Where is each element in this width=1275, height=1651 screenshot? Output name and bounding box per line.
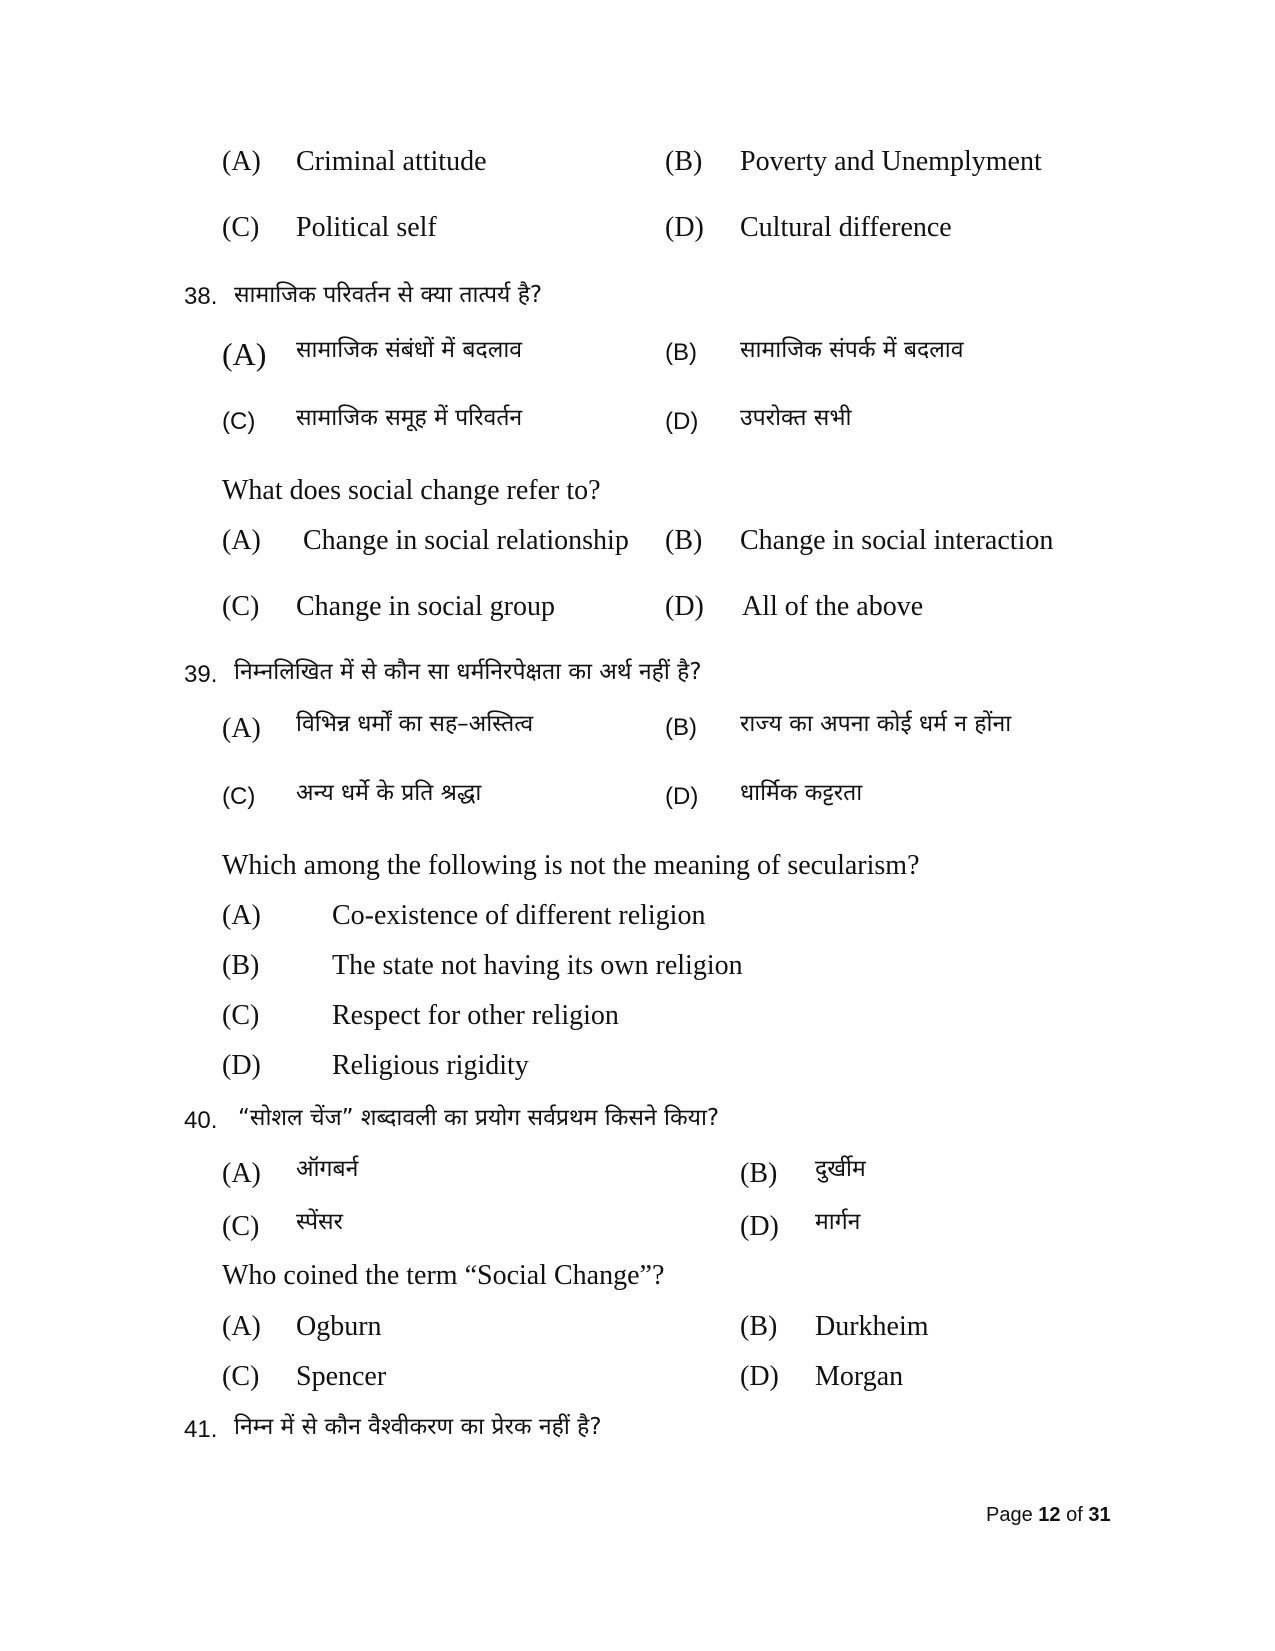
q40-english-option-a-text: Ogburn xyxy=(296,1311,382,1342)
q40-hindi-question: “सोशल चेंज” शब्दावली का प्रयोग सर्वप्रथम किसने किया? xyxy=(238,1105,720,1131)
q37-option-a-text: Criminal attitude xyxy=(296,146,487,177)
q40-english-question: Who coined the term “Social Change”? xyxy=(222,1260,665,1291)
footer-of: of xyxy=(1066,1504,1083,1526)
page-footer xyxy=(986,1505,1111,1525)
q38-english-option-c-text: Change in social group xyxy=(296,591,555,622)
q38-hindi-option-b-text: सामाजिक संपर्क में बदलाव xyxy=(740,337,964,363)
q38-hindi-option-b-label: (B) xyxy=(665,339,697,366)
q40-hindi-option-b-text: दुर्खीम xyxy=(815,1156,866,1182)
q38-english-option-a-label: (A) xyxy=(222,525,261,556)
q37-option-b-label: (B) xyxy=(665,146,703,177)
q37-option-b-text: Poverty and Unemplyment xyxy=(740,146,1042,177)
q37-option-a-label: (A) xyxy=(222,146,261,177)
q38-english-option-a-text: Change in social relationship xyxy=(303,525,629,556)
footer-total-pages: 31 xyxy=(1088,1504,1111,1526)
q38-hindi-option-c-text: सामाजिक समूह में परिवर्तन xyxy=(296,405,523,431)
q40-english-option-d-label: (D) xyxy=(740,1361,779,1392)
q38-english-option-b-text: Change in social interaction xyxy=(740,525,1054,556)
q39-hindi-option-a-text: विभिन्न धर्मों का सह–अस्तित्व xyxy=(296,711,534,737)
q39-hindi-option-b-label: (B) xyxy=(665,714,697,741)
q37-option-d-label: (D) xyxy=(665,212,704,243)
q38-english-option-b-label: (B) xyxy=(665,525,703,556)
q38-english-question: What does social change refer to? xyxy=(222,475,601,506)
q40-hindi-option-c-label: (C) xyxy=(222,1211,260,1242)
q39-english-option-c-label: (C) xyxy=(222,1000,260,1031)
q38-hindi-option-a-label: (A) xyxy=(222,336,267,372)
q39-hindi-option-b-text: राज्य का अपना कोई धर्म न होंना xyxy=(740,711,1012,737)
q41-hindi-question: निम्न में से कौन वैश्वीकरण का प्रेरक नहीं है? xyxy=(234,1414,602,1440)
q39-hindi-option-c-label: (C) xyxy=(222,783,256,810)
q39-english-question: Which among the following is not the meaning of secularism? xyxy=(222,850,920,881)
q38-english-option-d-text: All of the above xyxy=(742,591,924,622)
q39-number: 39. xyxy=(184,661,218,688)
q40-hindi-option-d-text: मार्गन xyxy=(815,1209,861,1235)
q39-english-option-b-text: The state not having its own religion xyxy=(332,950,743,981)
q40-number: 40. xyxy=(184,1107,218,1134)
q38-hindi-option-c-label: (C) xyxy=(222,408,256,435)
q38-english-option-c-label: (C) xyxy=(222,591,260,622)
footer-page-prefix: Page xyxy=(986,1504,1033,1526)
q39-english-option-a-label: (A) xyxy=(222,900,261,931)
q39-hindi-question: निम्नलिखित में से कौन सा धर्मनिरपेक्षता का अर्थ नहीं है? xyxy=(234,659,702,685)
q38-number: 38. xyxy=(184,283,218,310)
q40-english-option-a-label: (A) xyxy=(222,1311,261,1342)
q39-english-option-d-label: (D) xyxy=(222,1050,261,1081)
q38-hindi-option-d-label: (D) xyxy=(665,408,699,435)
q39-english-option-a-text: Co-existence of different religion xyxy=(332,900,706,931)
q40-hindi-option-b-label: (B) xyxy=(740,1158,778,1189)
q40-english-option-d-text: Morgan xyxy=(815,1361,904,1392)
q38-hindi-question: सामाजिक परिवर्तन से क्या तात्पर्य है? xyxy=(234,282,543,308)
q39-hindi-option-d-text: धार्मिक कट्टरता xyxy=(740,780,863,806)
q40-hindi-option-d-label: (D) xyxy=(740,1211,779,1242)
q40-english-option-c-label: (C) xyxy=(222,1361,260,1392)
q38-hindi-option-a-text: सामाजिक संबंधों में बदलाव xyxy=(296,337,523,363)
q40-english-option-c-text: Spencer xyxy=(296,1361,387,1392)
q39-hindi-option-c-text: अन्य धर्मे के प्रति श्रद्धा xyxy=(296,780,482,806)
q38-english-option-d-label: (D) xyxy=(665,591,704,622)
q41-number: 41. xyxy=(184,1416,218,1443)
q37-option-c-label: (C) xyxy=(222,212,260,243)
q39-english-option-c-text: Respect for other religion xyxy=(332,1000,619,1031)
q40-english-option-b-label: (B) xyxy=(740,1311,778,1342)
q37-option-c-text: Political self xyxy=(296,212,437,243)
q39-hindi-option-d-label: (D) xyxy=(665,783,699,810)
q40-english-option-b-text: Durkheim xyxy=(815,1311,929,1342)
q40-hindi-option-c-text: स्पेंसर xyxy=(296,1209,343,1235)
q38-hindi-option-d-text: उपरोक्त सभी xyxy=(740,405,852,431)
q40-hindi-option-a-label: (A) xyxy=(222,1158,261,1189)
footer-current-page: 12 xyxy=(1038,1504,1061,1526)
q37-option-d-text: Cultural difference xyxy=(740,212,952,243)
q39-hindi-option-a-label: (A) xyxy=(222,713,261,744)
q39-english-option-b-label: (B) xyxy=(222,950,260,981)
q39-english-option-d-text: Religious rigidity xyxy=(332,1050,529,1081)
q40-hindi-option-a-text: ऑगबर्न xyxy=(296,1156,359,1182)
